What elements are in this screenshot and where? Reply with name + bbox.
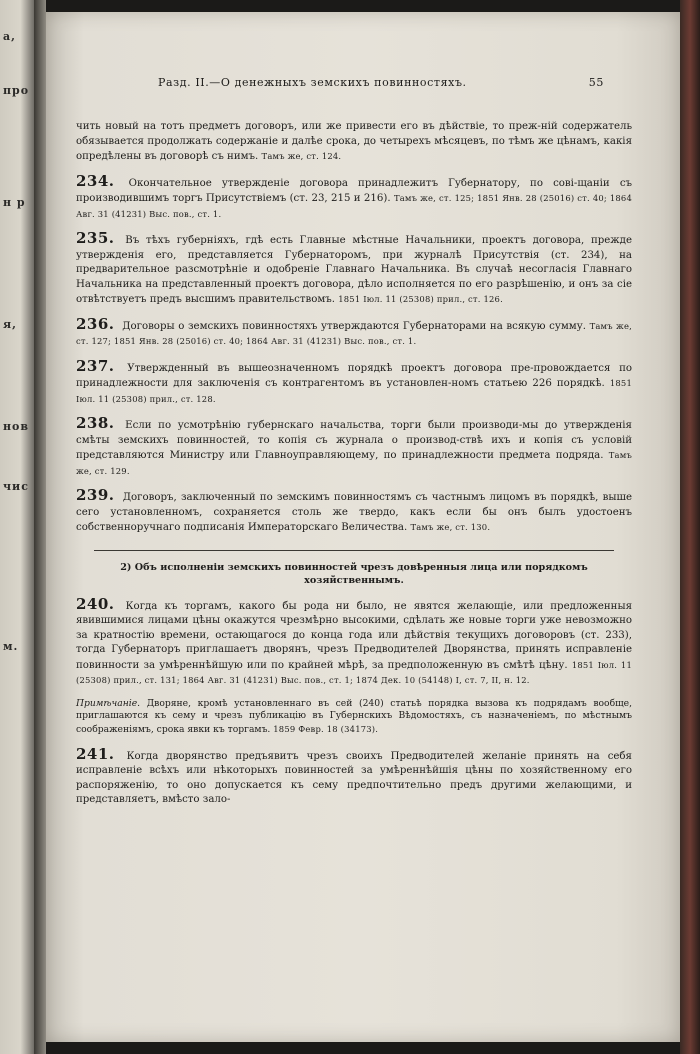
- book-page: [46, 12, 680, 1042]
- section-heading: 2) Объ исполненіи земскихъ повинностей чрезъ довѣренныя лица или порядкомъ хозяйственнымъ.: [94, 550, 614, 587]
- running-head-title: Разд. II.—О денежныхъ земскихъ повинностяхъ.: [158, 76, 467, 89]
- paragraph-text: Если по усмотрѣнію губернскаго начальства, торги были производи-мы до утвержденія смѣты земскихъ повинностей, то копія съ журнала о производ-ствѣ ихъ и копія съ условій представляются Министру или Главноуправляющему, по принадлежности предмета подряда.: [76, 420, 632, 461]
- paragraph-text: Договоры о земскихъ повинностяхъ утверждаются Губернаторами на всякую сумму.: [122, 320, 586, 332]
- facing-page-fragment: а,: [3, 30, 16, 43]
- paragraph-reference: Тамъ же, ст. 127; 1851 Янв. 28 (25016) ст. 40; 1864 Авг. 31 (41231) Выс. пов., ст. 1.: [76, 320, 632, 346]
- paragraph-text: Окончательное утвержденіе договора принадлежитъ Губернатору, по сові-щаніи съ производившимъ торгъ Присутствіемъ (ст. 23, 215 и 216).: [76, 177, 633, 204]
- facing-page-fragment: м.: [3, 640, 19, 653]
- paragraph-reference: Тамъ же, ст. 124.: [261, 151, 342, 161]
- article-number: 234.: [76, 171, 115, 190]
- article-number: 235.: [76, 229, 115, 247]
- article-239: [76, 488, 632, 536]
- paragraph-reference: Тамъ же, ст. 129.: [76, 450, 632, 476]
- paragraph-reference: Тамъ же, ст. 130.: [410, 522, 491, 532]
- paragraph-text: Когда дворянство предъявитъ чрезъ своихъ Предводителей желаніе принять на себя исправленіе всѣхъ или нѣкоторыхъ повинностей за умѣреннѣйшія цѣны по хозяйственному его распоряженію, то оно допускается къ сему предпочтительно предъ другими желающими, и представляетъ, вмѣсто зало-: [76, 750, 632, 806]
- article-240: [76, 594, 632, 689]
- article-236: [76, 314, 632, 350]
- article-number: 239.: [76, 486, 115, 504]
- paragraph-continued: [76, 120, 632, 165]
- note-reference: 1859 Февр. 18 (34173).: [273, 724, 379, 735]
- article-number: 236.: [76, 314, 115, 333]
- paragraph-reference: 1851 Іюл. 11 (25308) прил., ст. 128.: [76, 378, 632, 404]
- paragraph-text: Утвержденный въ вышеозначенномъ порядкѣ проектъ договора пре-провождается по принадлежности для заключенія съ контрагентомъ въ установлен-номъ статьею 226 порядкѣ.: [76, 362, 632, 389]
- facing-page-edge: [0, 0, 34, 1054]
- paragraph-reference: Тамъ же, ст. 125; 1851 Янв. 28 (25016) ст. 40; 1864 Авг. 31 (41231) Выс. пов., ст. 1.: [76, 193, 632, 219]
- book-gutter: [34, 0, 46, 1054]
- article-number: 237.: [76, 356, 115, 375]
- paragraph-text: Договоръ, заключенный по земскимъ повинностямъ съ частнымъ лицомъ въ порядкѣ, выше сего установленномъ, сохраняется столь же твердо, какъ если бы онъ былъ удостоенъ собственноручнаго подписанія Императорскаго Величества.: [76, 492, 632, 533]
- article-235: [76, 231, 632, 308]
- running-head: [158, 76, 604, 89]
- article-number: 240.: [76, 594, 115, 613]
- facing-page-fragment: н р: [3, 196, 26, 209]
- article-number: 241.: [76, 744, 115, 763]
- article-number: 238.: [76, 414, 115, 432]
- article-241: [76, 744, 632, 808]
- note-text: Дворяне, кромѣ установленнаго въ сей (240) статьѣ порядка вызова къ подрядамъ вообще, приглашаются къ сему и чрезъ публикацію въ Губернскихъ Вѣдомостяхъ, съ назначеніемъ, по мѣстнымъ соображеніямъ, срока явки къ торгамъ.: [76, 697, 633, 736]
- facing-page-fragment: про: [3, 84, 30, 97]
- facing-page-fragment: нов: [3, 420, 30, 433]
- facing-page-fragment: я,: [3, 318, 17, 331]
- page-body: [76, 120, 632, 817]
- note: [76, 698, 632, 737]
- paragraph-reference: 1851 Іюл. 11 (25308) прил., ст. 126.: [338, 294, 503, 304]
- facing-page-fragment: чис: [3, 480, 29, 493]
- note-label: Примѣчаніе.: [76, 697, 141, 709]
- article-238: [76, 416, 632, 479]
- page-number: 55: [588, 76, 604, 89]
- paragraph-reference: 1851 Іюл. 11 (25308) прил., ст. 131; 1864 Авг. 31 (41231) Выс. пов., ст. 1; 1874 Дек. 10 (54148) I, ст. 7, II, н. 12.: [76, 659, 632, 685]
- book-cover-edge: [680, 0, 700, 1054]
- paragraph-text: чить новый на тотъ предметъ договоръ, или же привести его въ дѣйствіе, то преж-ній содержатель обязывается продолжать содержаніе и далѣе срока, до четырехъ мѣсяцевъ, по тѣмъ же цѣнамъ, какія опредѣлены въ договорѣ съ нимъ.: [76, 121, 632, 162]
- paragraph-text: Въ тѣхъ губерніяхъ, гдѣ есть Главные мѣстные Начальники, проектъ договора, прежде утвержденія его, представляется Губернаторомъ, при журналѣ Присутствія (ст. 234), на предварительное разсмотрѣніе и одобреніе Главнаго Начальника. Въ случаѣ несогласія Главнаго Начальника на представленный проектъ договора, дѣло исполняется по его разрѣшенію, и онъ за сіе отвѣтствуетъ предъ высшимъ правительствомъ.: [76, 235, 632, 305]
- article-234: [76, 171, 633, 223]
- article-237: [76, 356, 632, 408]
- paragraph-text: Когда къ торгамъ, какого бы рода ни было, не явятся желающіе, или предложенныя явившимися лицами цѣны окажутся чрезмѣрно высокими, сдѣлать же новые торги уже невозможно за кратностію времени, остающагося до конца года или дѣйствія текущихъ договоровъ (ст. 233), тогда Губернаторъ приглашаетъ дворянъ, чрезъ Предводителей Дворянства, принять исправленіе повинности за умѣреннѣйшую или по крайней мѣрѣ, за предположенную въ смѣтѣ цѣну.: [76, 600, 632, 671]
